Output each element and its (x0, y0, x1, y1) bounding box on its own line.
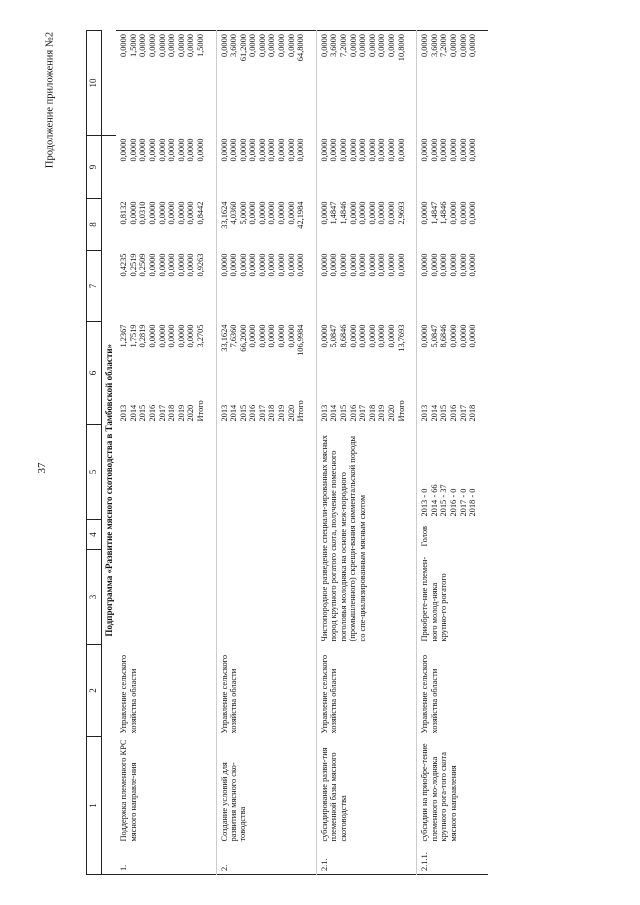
col8-values: 0,8132 0,0000 0,0310 0,0000 0,0000 0,0000 0,0000 0,0000 0,8442 (116, 199, 216, 251)
unit: Голов (420, 525, 430, 547)
program-title-row (102, 31, 117, 875)
header-col-1: 1 (87, 737, 102, 875)
col7-values: 0,0000 0,0000 0,0000 0,0000 0,0000 0,0000 0,0000 0,0000 0,0000 (316, 251, 416, 322)
total-funding-values: 1,2367 1,7519 0,2819 0,0000 0,0000 0,0000 0,0000 0,0000 3,2705 (116, 322, 216, 401)
header-col-10: 10 (87, 31, 102, 136)
header-col-5: 5 (87, 425, 102, 520)
total-funding-values: 0,0000 5,0847 8,6846 0,0000 0,0000 0,0000 0,0000 0,0000 13,7693 (316, 322, 416, 401)
target-values (116, 425, 216, 520)
col9-values: 0,0000 0,0000 0,0000 0,0000 0,0000 0,0000 (420, 138, 478, 162)
executor: Управление сельского хозяйства области (116, 645, 216, 737)
year-list: 2013 2014 2015 2016 2017 2018 2019 2020 Итого (316, 401, 416, 425)
indicator: Чистопородное разведение специали-зированных мясных пород крупного рогатого скота, получение помесного поголовья молодняка на основе меж-породного (промышленного) скрещи-вания симментальской породы со спе-циализированным мясным скотом (316, 425, 416, 645)
header-col-7: 7 (87, 251, 102, 322)
row-number: 2.1.1. (417, 845, 488, 875)
unit (116, 520, 216, 550)
executor: Управление сельского хозяйства области (420, 654, 439, 734)
row-number: 1. (116, 845, 216, 875)
col10-values: 0,0000 3,6000 7,2000 0,0000 0,0000 0,0000 (417, 31, 488, 136)
col8-values: 0,0000 1,4847 1,4846 0,0000 0,0000 0,0000 (420, 201, 478, 225)
col9-values: 0,0000 0,0000 0,0000 0,0000 0,0000 0,0000 0,0000 0,0000 0,0000 (316, 136, 416, 199)
year-list: 2013 2014 2015 2016 2017 2018 (420, 404, 478, 422)
year-list: 2013 2014 2015 2016 2017 2018 2019 2020 Итого (116, 401, 216, 425)
unit (216, 520, 316, 550)
program-table (86, 30, 488, 875)
target-values (216, 425, 316, 520)
header-col-3: 3 (87, 550, 102, 645)
col8-values: 0,0000 1,4847 1,4846 0,0000 0,0000 0,0000 0,0000 0,0000 2,9693 (316, 199, 416, 251)
indicator (116, 550, 216, 645)
row-number: 2.1. (316, 845, 416, 875)
col7-values: 0,0000 0,0000 0,0000 0,0000 0,0000 0,0000 0,0000 0,0000 0,0000 (216, 251, 316, 322)
header-col-6: 6 (87, 322, 102, 425)
header-col-2: 2 (87, 645, 102, 737)
page-number: 37 (36, 462, 48, 474)
col10-values: 0,0000 3,6000 7,2000 0,0000 0,0000 0,0000 0,0000 0,0000 10,8000 (316, 31, 416, 136)
col7-values: 0,4235 0,2519 0,2509 0,0000 0,0000 0,0000 0,0000 0,0000 0,9263 (116, 251, 216, 322)
program-title: Подпрограмма «Развитие мясного скотоводства в Тамбовской области» (102, 136, 117, 845)
year-list: 2013 2014 2015 2016 2017 2018 2019 2020 Итого (216, 401, 316, 425)
activity-name: субсидирование разви-тия племенной базы мясного скотоводства (316, 737, 416, 845)
col10-values: 0,0000 1,5000 0,0000 0,0000 0,0000 0,0000 0,0000 0,0000 1,5000 (116, 31, 216, 136)
activity-name: Создание условий для развития мясного ско-товодства (216, 737, 316, 845)
col8-values: 33,1624 4,0360 5,0000 0,0000 0,0000 0,0000 0,0000 0,0000 42,1984 (216, 199, 316, 251)
row-number: 2. (216, 845, 316, 875)
executor: Управление сельского хозяйства области (316, 645, 416, 737)
col10-values: 0,0000 3,6000 61,2000 0,0000 0,0000 0,0000 0,0000 0,0000 64,8000 (216, 31, 316, 136)
header-col-4: 4 (87, 520, 102, 550)
activity-name: субсидии на приобре-тение племенного мо-лодняка крупного рога-того скота мясного направления (420, 743, 458, 842)
executor: Управление сельского хозяйства области (216, 645, 316, 737)
activity-name: Поддержка племенного КРС мясного направле-ния (116, 737, 216, 845)
col7-values: 0,0000 0,0000 0,0000 0,0000 0,0000 0,0000 (420, 253, 478, 277)
col9-values: 0,0000 0,0000 0,0000 0,0000 0,0000 0,0000 0,0000 0,0000 0,0000 (116, 136, 216, 199)
total-funding-values: 0,0000 5,0847 8,6846 0,0000 0,0000 0,0000 (420, 324, 478, 348)
col9-values: 0,0000 0,0000 0,0000 0,0000 0,0000 0,0000 0,0000 0,0000 0,0000 (216, 136, 316, 199)
header-col-8: 8 (87, 199, 102, 251)
table-row (216, 31, 316, 875)
indicator: Приобрете-ние племен-ного молод-няка крупно-го рогатого (420, 556, 449, 642)
header-col-9: 9 (87, 136, 102, 199)
column-number-header-row (87, 31, 102, 875)
table-row (417, 31, 488, 875)
appendix-continuation-note: Продолжение приложения №2 (44, 31, 56, 169)
table-row (316, 31, 416, 875)
total-funding-values: 33,1624 7,6360 66,2000 0,0000 0,0000 0,0000 0,0000 0,0000 106,9984 (216, 322, 316, 401)
indicator (216, 550, 316, 645)
rotated-table-sheet (86, 30, 618, 875)
table-row (116, 31, 216, 875)
target-values: 2013 - 0 2014 - 66 2015 - 37 2016 - 0 2017 - 0 2018 - 0 (420, 484, 478, 517)
